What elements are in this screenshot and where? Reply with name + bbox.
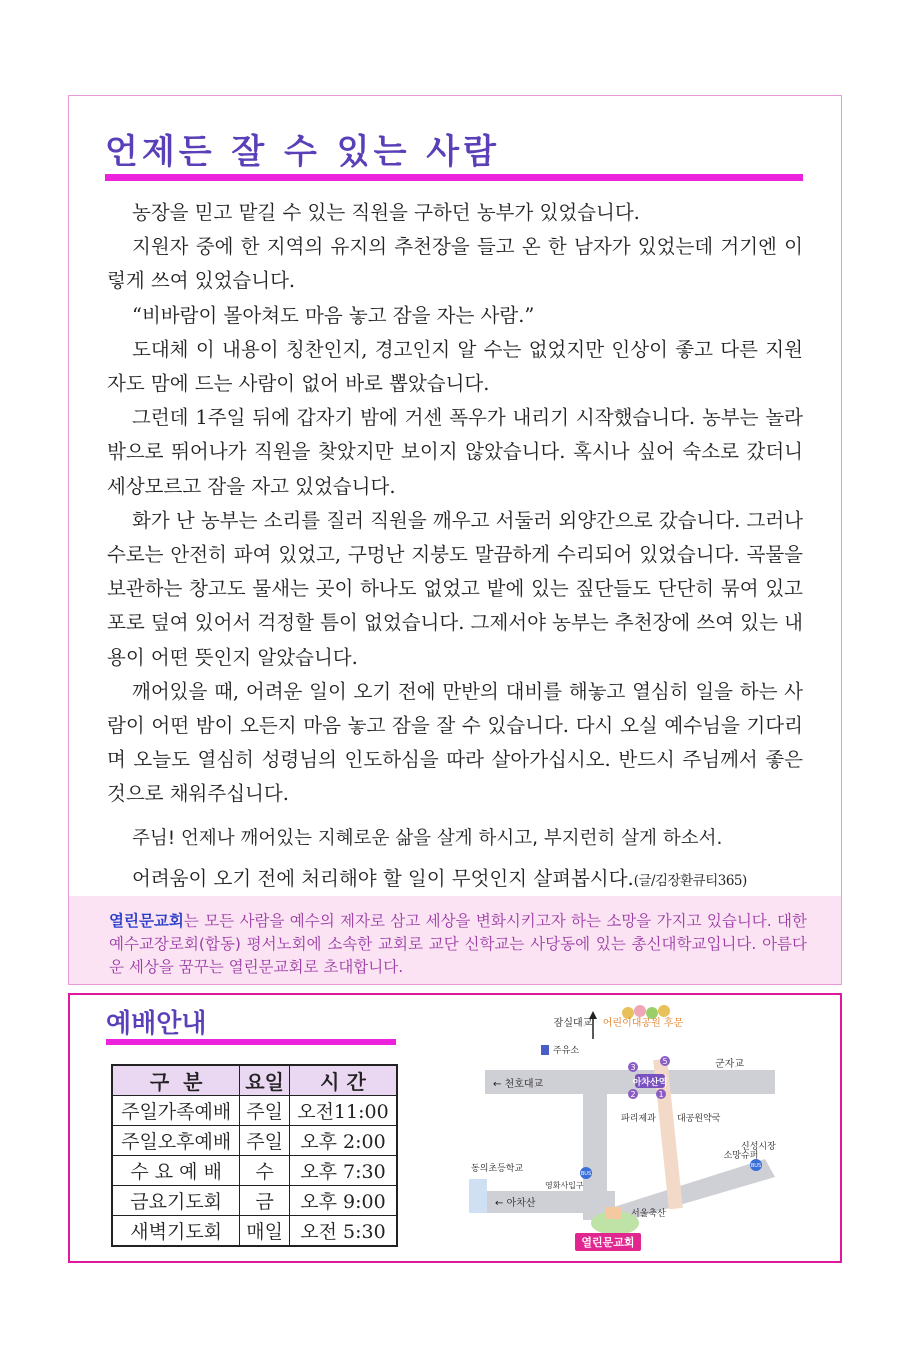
station-label: 아차산역	[632, 1078, 668, 1088]
exit-3-number: 3	[630, 1063, 636, 1072]
service-time: 오후 7:30	[289, 1156, 397, 1186]
service-name: 금요기도회	[112, 1186, 240, 1216]
worship-info-box	[68, 993, 842, 1263]
map-label-butcher: 서울축산	[631, 1209, 666, 1219]
table-row	[112, 1096, 397, 1126]
service-time: 오후 2:00	[289, 1126, 397, 1156]
map-label-gunja: 군자교	[715, 1059, 744, 1070]
table-row	[112, 1216, 397, 1246]
paragraph: 지원자 중에 한 지역의 유지의 추천장을 들고 온 한 남자가 있었는데 거기엔 이렇게 쓰여 있었습니다.	[107, 235, 803, 293]
service-day: 주일	[240, 1096, 290, 1126]
bus-stop-label: BUS	[580, 1171, 592, 1177]
article-body	[107, 196, 803, 898]
church-name: 열린문교회	[109, 912, 184, 930]
exit-1-number: 1	[658, 1090, 664, 1099]
table-row	[112, 1126, 397, 1156]
worship-title-underline	[106, 1039, 396, 1045]
service-name: 수 요 예 배	[112, 1156, 240, 1186]
church-building-icon	[606, 1207, 622, 1219]
service-time: 오전 5:30	[289, 1216, 397, 1246]
location-map	[465, 1001, 785, 1259]
service-day: 수	[240, 1156, 290, 1186]
map-label-paris: 파리제과	[621, 1114, 656, 1124]
service-name: 주일오후예배	[112, 1126, 240, 1156]
service-time: 오후 9:00	[289, 1186, 397, 1216]
table-row	[112, 1186, 397, 1216]
map-label-jamsil: 잠실대교	[553, 1018, 593, 1029]
prayer-line: 주님! 언제나 깨어있는 지혜로운 삶을 살게 하시고, 부지런히 살게 하소서.	[132, 827, 723, 849]
worship-title: 예배안내	[106, 1009, 207, 1039]
service-name: 새벽기도회	[112, 1216, 240, 1246]
map-label-cheonho: ← 천호대교	[493, 1079, 544, 1090]
road-bottom-left-stub	[469, 1179, 487, 1213]
paragraph: 그런데 1주일 뒤에 갑자기 밤에 거센 폭우가 내리기 시작했습니다. 농부는 놀라 밖으로 뛰어나가 직원을 찾았지만 보이지 않았습니다. 혹시나 싶어 숙소로 갔더니 세상모르고 잠을 자고 있었습니다.	[107, 406, 803, 498]
paragraph: 도대체 이 내용이 칭찬인지, 경고인지 알 수는 없었지만 인상이 좋고 다른 지원자도 맘에 드는 사람이 없어 바로 뽑았습니다.	[107, 337, 803, 396]
park-tree-icon	[658, 1005, 670, 1017]
title-underline	[105, 174, 803, 181]
table-header-row	[112, 1065, 397, 1096]
article-credit: (글/김장환큐티365)	[633, 872, 747, 889]
paragraph: 농장을 믿고 맡길 수 있는 직원을 구하던 농부가 있었습니다.	[132, 201, 640, 224]
map-label-somang: 소망슈퍼	[723, 1151, 759, 1161]
map-label-pharmacy: 대공원약국	[677, 1114, 721, 1124]
paragraph: 깨어있을 때, 어려운 일이 오기 전에 만반의 대비를 해놓고 열심히 일을 하는 사람이 어떤 밤이 오든지 마음 놓고 잠을 잘 수 있습니다. 다시 오실 예수님을 기다리며 오늘도 열심히 성령님의 인도하심을 따라 살아가십시오. 반드시 주님께서 좋은 것으로 채워주십니다.	[107, 679, 803, 806]
service-day: 주일	[240, 1126, 290, 1156]
exit-5-number: 5	[662, 1057, 668, 1066]
article-title: 언제든 잘 수 있는 사람	[105, 132, 500, 172]
header-time: 시 간	[289, 1065, 397, 1096]
service-day: 금	[240, 1186, 290, 1216]
map-label-yeonghwa: 영화사입구	[545, 1181, 584, 1190]
table-row	[112, 1156, 397, 1186]
exit-2-number: 2	[630, 1090, 636, 1099]
map-label-gas: 주유소	[553, 1046, 580, 1056]
map-label-achasan: ← 아차산	[495, 1198, 536, 1209]
bus-stop-label: BUS	[750, 1163, 762, 1169]
header-category: 구 분	[112, 1065, 240, 1096]
map-label-market: 신성시장	[741, 1142, 776, 1152]
gas-station-icon	[541, 1045, 549, 1055]
header-day: 요일	[240, 1065, 290, 1096]
map-label-park: 어린이대공원 후문	[602, 1018, 684, 1029]
map-label-school: 동의초등학교	[471, 1164, 524, 1174]
church-description: 는 모든 사람을 예수의 제자로 삼고 세상을 변화시키고자 하는 소망을 가지고 있습니다. 대한예수교장로회(합동) 평서노회에 소속한 교회로 교단 신학교는 사당동에 있는 총신대학교입니다. 아름다운 세상을 꿈꾸는 열린문교회로 초대합니다.	[109, 912, 807, 976]
service-time: 오전11:00	[289, 1096, 397, 1126]
church-map-label: 열린문교회	[581, 1236, 635, 1249]
paragraph: “비바람이 몰아쳐도 마음 놓고 잠을 자는 사람.”	[132, 303, 535, 327]
article-box	[68, 95, 842, 985]
paragraph: 화가 난 농부는 소리를 질러 직원을 깨우고 서둘러 외양간으로 갔습니다. 그러나 수로는 안전히 파여 있었고, 구멍난 지붕도 말끔하게 수리되어 있었습니다. 곡물을 보관하는 창고도 물새는 곳이 하나도 없었고 밭에 있는 짚단들도 단단히 묶여 있고 포로 덮여 있어서 걱정할 틈이 없었습니다. 그제서야 농부는 추천장에 쓰여 있는 내용이 어떤 뜻인지 알았습니다.	[107, 508, 804, 669]
park-tree-icon	[634, 1005, 646, 1017]
worship-schedule-table	[111, 1064, 398, 1247]
service-name: 주일가족예배	[112, 1096, 240, 1126]
reflection-line	[107, 862, 803, 898]
service-day: 매일	[240, 1216, 290, 1246]
church-intro	[69, 896, 841, 984]
reflection-text: 어려움이 오기 전에 처리해야 할 일이 무엇인지 살펴봅시다.	[132, 866, 634, 890]
